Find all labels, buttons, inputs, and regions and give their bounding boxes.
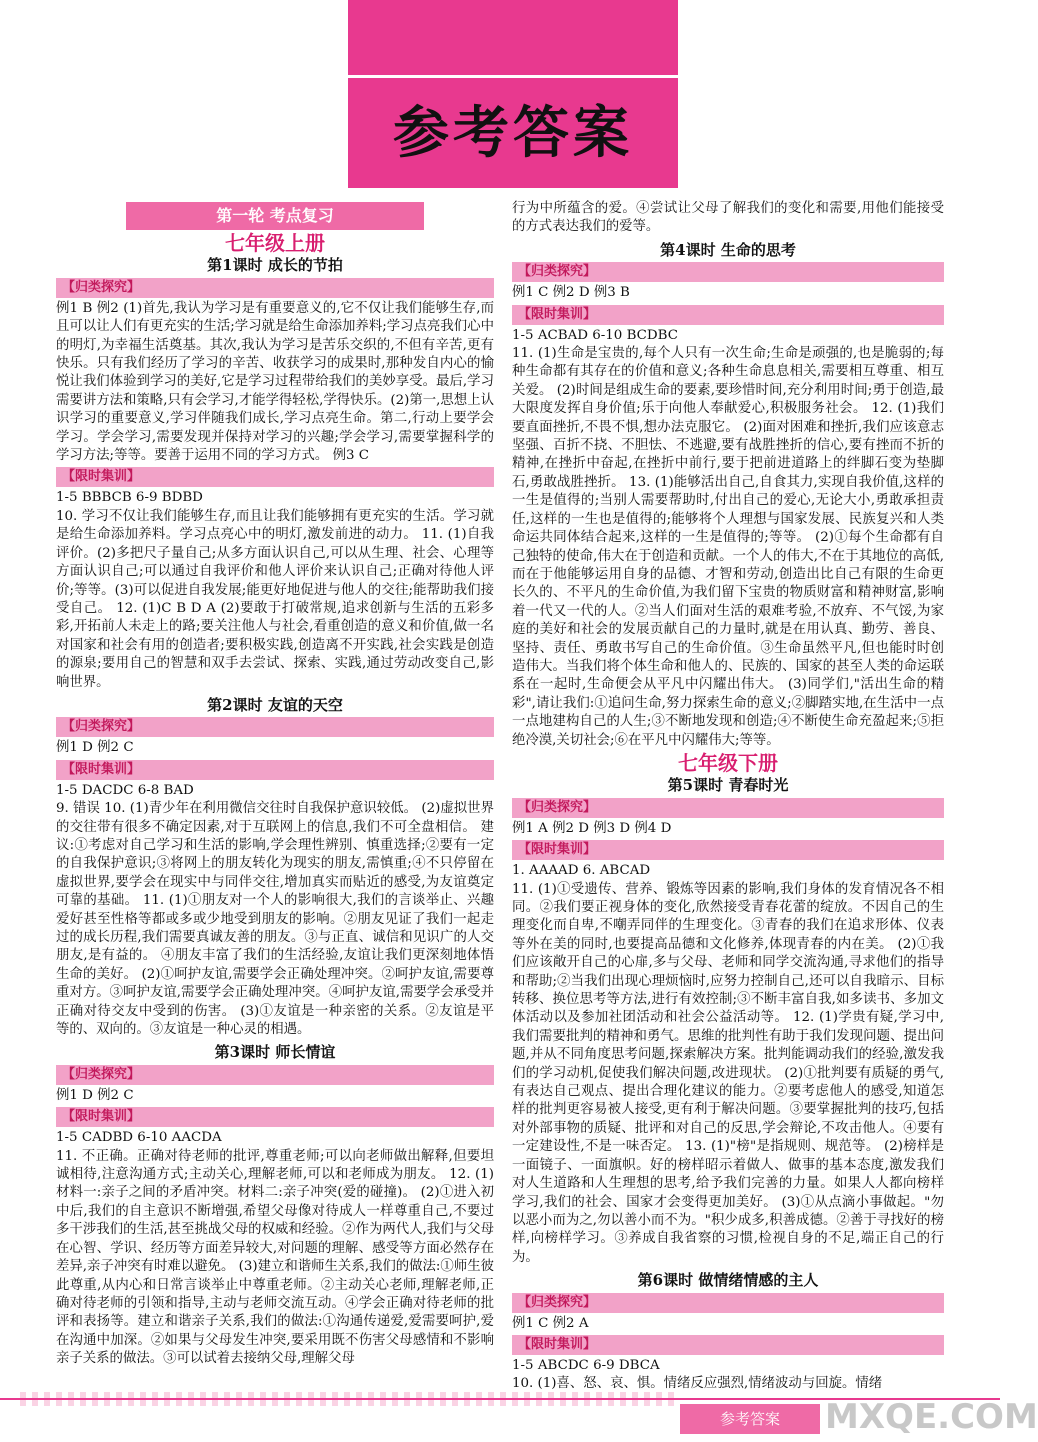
tag-label: 【限时集训】 — [56, 1107, 494, 1127]
watermark: MXQE.COM — [825, 1397, 1038, 1437]
answer-text: 例1 A 例2 D 例3 D 例4 D — [512, 820, 672, 836]
left-column — [56, 200, 494, 1369]
answer-text: 行为中所蕴含的爱。④尝试让父母了解我们的变化和需要,用他们能接受的方式表达我们的爱等。 — [512, 201, 944, 235]
answer-text: 例1 B 例2 (1)首先,我认为学习是有重要意义的,它不仅让我们能够生存,而且可以让人们有更充实的生活;学习就是给生命添加养料;学习点亮我们心中的明灯,为幸福生活奠基。其次,我认为学习是苦乐交织的,不但有辛苦,更有快乐。只有我们经历了学习的辛苦、收获学习的成果时,那种发自内心的愉悦让我们体验到学习的美好,它是学习过程带给我们的美妙享受。最后,学习需要讲方法和策略,只有会学习,才能学得轻松,学得快乐。(2)第一,思想上认识学习的重要意义,学习伴随我们成长,学习点亮生命。第二,行动上要学会学习。学会学习,需要发现并保持对学习的兴趣;学会学习,需要掌握科学的学习方法;等等。要善于运用不同的学习方式。 例3 C — [56, 300, 494, 464]
answer-text: 9. 错误 10. (1)青少年在利用微信交往时自我保护意识较低。 (2)虚拟世界的交往带有很多不确定因素,对于互联网上的信息,我们不可全盘相信。 建议:①考虑对自己学习和生活的影响,学会理性辨别、慎重选择;②要有一定的自我保护意识;③将网上的朋友转化为现实的朋友,需慎重;④不只停留在虚拟世界,要学会在现实中与同伴交往,增加真实而贴近的感受,为友谊奠定可靠的基础。 11. (1)①朋友对一个人的影响很大,我们的言谈举止、兴趣爱好甚至性格等都或多或少地受到朋友的影响。②朋友见证了我们一起走过的成长历程,我们需要真诚友善的朋友。③与正直、诚信和见识广的人交朋友,是有益的。 ④朋友丰富了我们的生活经验,友谊让我们更深刻地体悟生命的美好。 (2)①呵护友谊,需要学会正确处理冲突。②呵护友谊,需要尊重对方。③呵护友谊,需要学会正确处理冲突。④呵护友谊,需要学会承受并正确对待交友中受到的伤害。 (3)①友谊是一种亲密的关系。②友谊是平等的、双向的。③友谊是一种心灵的相遇。 — [56, 801, 494, 1038]
tag-label: 【限时集训】 — [56, 467, 494, 487]
lesson-title: 第2课时 友谊的天空 — [207, 695, 343, 714]
title-banner-top — [348, 0, 678, 75]
answer-text: 10. (1)喜、怒、哀、惧。情绪反应强烈,情绪波动与回旋。情绪 — [512, 1376, 883, 1392]
lesson-title: 第1课时 成长的节拍 — [207, 256, 343, 275]
page-title: 参考答案 — [348, 78, 678, 188]
answer-text: 10. 学习不仅让我们能够生存,而且让我们能够拥有更充实的生活。学习就是给生命添加养料。学习点亮心中的明灯,激发前进的动力。 11. (1)自我评价。(2)多把尺子量自己;从多方面认识自己,可以从生理、社会、心理等方面认识自己;可以通过自我评价和他人评价来认识自己;正确对待他人评价;等等。(3)可以促进自我发展;能更好地促进与他人的交往;能帮助我们接受自己。 12. (1)C B D A (2)要敢于打破常规,追求创新与生活的五彩多彩,开拓前人未走上的路;要关注他人与社会,看重创造的意义和价值,做一名对国家和社会有用的创造者;要积极实践,创造离不开实践,社会实践是创造的源泉;要用自己的智慧和双手去尝试、探索、实践,通过劳动改变自己,影响世界。 — [56, 508, 494, 690]
lesson-title: 第4课时 生命的思考 — [660, 240, 796, 259]
section-banner: 第一轮 考点复习 — [126, 202, 424, 230]
lesson-title: 第3课时 师长情谊 — [214, 1043, 336, 1062]
tag-label: 【限时集训】 — [512, 840, 944, 860]
tag-label: 【归类探究】 — [56, 717, 494, 737]
tag-label: 【归类探究】 — [56, 1065, 494, 1085]
answer-text: 1-5 BBBCB 6-9 BDBD — [56, 490, 203, 506]
answer-text: 11. (1)①受遗传、营养、锻炼等因素的影响,我们身体的发育情况各不相同。②我们要正视身体的变化,欣然接受青春花蕾的绽放。不因自己的生理变化而自卑,不嘲弄同伴的生理变化。③青春的我们在追求形体、仪表等外在美的同时,也要提高品德和文化修养,体现青春的内在美。 (2)①我们应该敞开自己的心扉,多与父母、老师和同学交流沟通,寻求他们的指导和帮助;②当我们出现心理烦恼时,应努力控制自己,还可以自我暗示、目标转移、换位思考等方法,进行有效控制;③不断丰富自我,如多读书、多加文体活动以及参加社团活动和社会公益活动等。 12. (1)学贵有疑,学习中,我们需要批判的精神和勇气。思维的批判性有助于我们发现问题、提出问题,并从不同角度思考问题,探索解决方案。批判能调动我们的经验,激发我们的学习动机,促使我们解决问题,改进现状。 (2)①批判要有质疑的勇气,有表达自己观点、提出合理化建议的能力。②要考虑他人的感受,知道怎样的批判更容易被人接受,更有利于解决问题。③要掌握批判的技巧,包括对外部事物的质疑、批评和对自己的反思,学会辩论,不攻击他人。④要有一定建设性,不是一味否定。 13. (1)"榜"是指规则、规范等。 (2)榜样是一面镜子、一面旗帜。好的榜样昭示着做人、做事的基本态度,激发我们对人生道路和人生理想的思考,给予我们完善的力量。如果人人都向榜样学习,我们的社会、国家才会变得更加美好。 (3)①从点滴小事做起。"勿以恶小而为之,勿以善小而不为。"积少成多,积善成德。②善于寻找好的榜样,向榜样学习。③养成自我省察的习惯,检视自身的不足,端正自己的行为。 — [512, 881, 944, 1265]
tag-label: 【归类探究】 — [512, 262, 944, 282]
answer-text: 11. (1)生命是宝贵的,每个人只有一次生命;生命是顽强的,也是脆弱的;每种生命都有其存在的价值和意义;各种生命息息相关,需要相互尊重、相互关爱。 (2)时间是组成生命的要素,要珍惜时间,充分利用时间;勇于创造,最大限度发挥自身价值;乐于向他人奉献爱心,积极服务社会。 12. (1)我们要直面挫折,不畏不惧,想办法克服它。 (2)面对困难和挫折,我们应该意志坚强、百折不挠、不胆怯、不逃避,要有战胜挫折的信心,要有挫而不折的精神,在挫折中奋起,在挫折中前行,要于把前进道路上的绊脚石变为垫脚石,勇敢战胜挫折。 13. (1)能够活出自己,自食其力,实现自我价值,这样的一生是值得的;当别人需要帮助时,付出自己的爱心,无论大小,勇敢承担责任,这样的一生也是值得的;能够将个人理想与国家发展、民族复兴和人类命运共同体结合起来,这样的一生是值得的;等等。 (2)①每个生命都有自己独特的使命,伟大在于创造和贡献。一个人的伟大,不在于其地位的高低,而在于他能够运用自身的品德、才智和劳动,创造出比自己有限的生命更长久的、不平凡的生命价值,为我们留下宝贵的物质财富和精神财富,影响着一代又一代的人。②当人们面对生活的艰难考验,不放弃、不气馁,为家庭的美好和社会的发展贡献自己的力量时,就是在用认真、勤劳、善良、坚持、责任、勇敢书写自己的生命价值。③生命虽然平凡,但也能时时创造伟大。当我们将个体生命和他人的、民族的、国家的甚至人类的命运联系在一起时,生命便会从平凡中闪耀出伟大。 (3)同学们,"活出生命的精彩",请让我们:①追问生命,努力探索生命的意义;②脚踏实地,在生活中一点一点地建构自己的人生;③不断地发现和创造;④不断使生命充盈起来;⑤拒绝冷漠,关切社会;⑥在平凡中闪耀伟大;等等。 — [512, 346, 944, 748]
answer-text: 1. AAAAD 6. ABCAD — [512, 863, 651, 879]
right-column — [512, 200, 944, 1394]
answer-text: 例1 C 例2 D 例3 B — [512, 285, 630, 301]
answer-text: 例1 D 例2 C — [56, 740, 134, 756]
grade-heading: 七年级上册 — [225, 231, 325, 255]
footer-tab: 参考答案 — [680, 1404, 820, 1434]
answer-text: 1-5 ACBAD 6-10 BCDBC — [512, 327, 678, 343]
answer-text: 例1 C 例2 A — [512, 1315, 589, 1331]
answer-text: 1-5 CADBD 6-10 AACDA — [56, 1130, 222, 1146]
tag-label: 【归类探究】 — [512, 1293, 944, 1313]
lesson-title: 第6课时 做情绪情感的主人 — [637, 1271, 819, 1290]
tag-label: 【限时集训】 — [56, 760, 494, 780]
tag-label: 【归类探究】 — [56, 278, 494, 298]
grade-heading: 七年级下册 — [678, 750, 778, 775]
answer-text: 1-5 ABCDC 6-9 DBCA — [512, 1357, 660, 1373]
answer-text: 11. 不正确。正确对待老师的批评,尊重老师;可以向老师做出解释,但要坦诚相待,注意沟通方式;主动关心,理解老师,可以和老师成为朋友。 12. (1)材料一:亲子之间的矛盾冲突。材料二:亲子冲突(爱的碰撞)。 (2)①进入初中后,我们的自主意识不断增强,希望父母像对待成人一样尊重自己,不要过多干涉我们的生活,甚至挑战父母的权威和经验。②作为两代人,我们与父母在心智、学识、经历等方面差异较大,对问题的理解、感受等方面必然存在差异,亲子冲突有时难以避免。 (3)建立和谐师生关系,我们的做法:①师生彼此尊重,从内心和日常言谈举止中尊重老师。②主动关心老师,理解老师,正确对待老师的引领和指导,主动与老师交流互动。④学会正确对待老师的批评和表扬等。建立和谐亲子关系,我们的做法:①沟通传递爱,爱需要呵护,爱在沟通中加深。②如果与父母发生冲突,要采用既不伤害父母感情和不影响亲子关系的做法。③可以试着去接纳父母,理解父母 — [56, 1148, 494, 1367]
answer-text: 1-5 DACDC 6-8 BAD — [56, 782, 194, 798]
tag-label: 【归类探究】 — [512, 798, 944, 818]
tag-label: 【限时集训】 — [512, 305, 944, 325]
answer-text: 例1 D 例2 C — [56, 1087, 134, 1103]
lesson-title: 第5课时 青春时光 — [667, 776, 789, 795]
tag-label: 【限时集训】 — [512, 1335, 944, 1355]
